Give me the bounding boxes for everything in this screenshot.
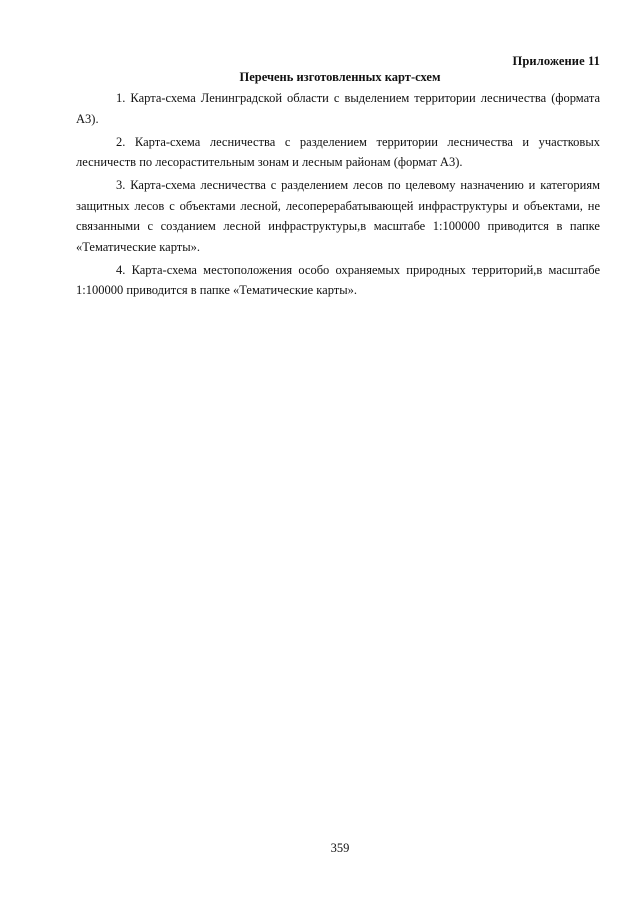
page-number: 359 <box>330 841 350 855</box>
list-item: 4. Карта-схема местоположения особо охраняемых природных территорий,в масштабе 1:100000 приводится в папке «Тематические карты». <box>76 262 600 297</box>
list-item: 1. Карта-схема Ленинградской области с выделением территории лесничества (формата А3). <box>76 91 600 126</box>
list-item: 3. Карта-схема лесничества с разделением лесов по целевому назначению и категориям защитных лесов с объектами лесной, лесоперерабатывающей инфраструктуры и объектами, не связанными с созданием лесной инфраструктуры,в масштабе 1:100000 приводится в папке «Тематические карты». <box>76 178 600 254</box>
list-item: 2. Карта-схема лесничества с разделением территории лесничества и участковых лесничеств по лесорастительным зонам и лесным районам (формат А3). <box>76 134 600 169</box>
appendix-label: Приложение 11 <box>512 54 600 68</box>
map-list <box>76 88 600 303</box>
document-title: Перечень изготовленных карт-схем <box>239 70 441 84</box>
